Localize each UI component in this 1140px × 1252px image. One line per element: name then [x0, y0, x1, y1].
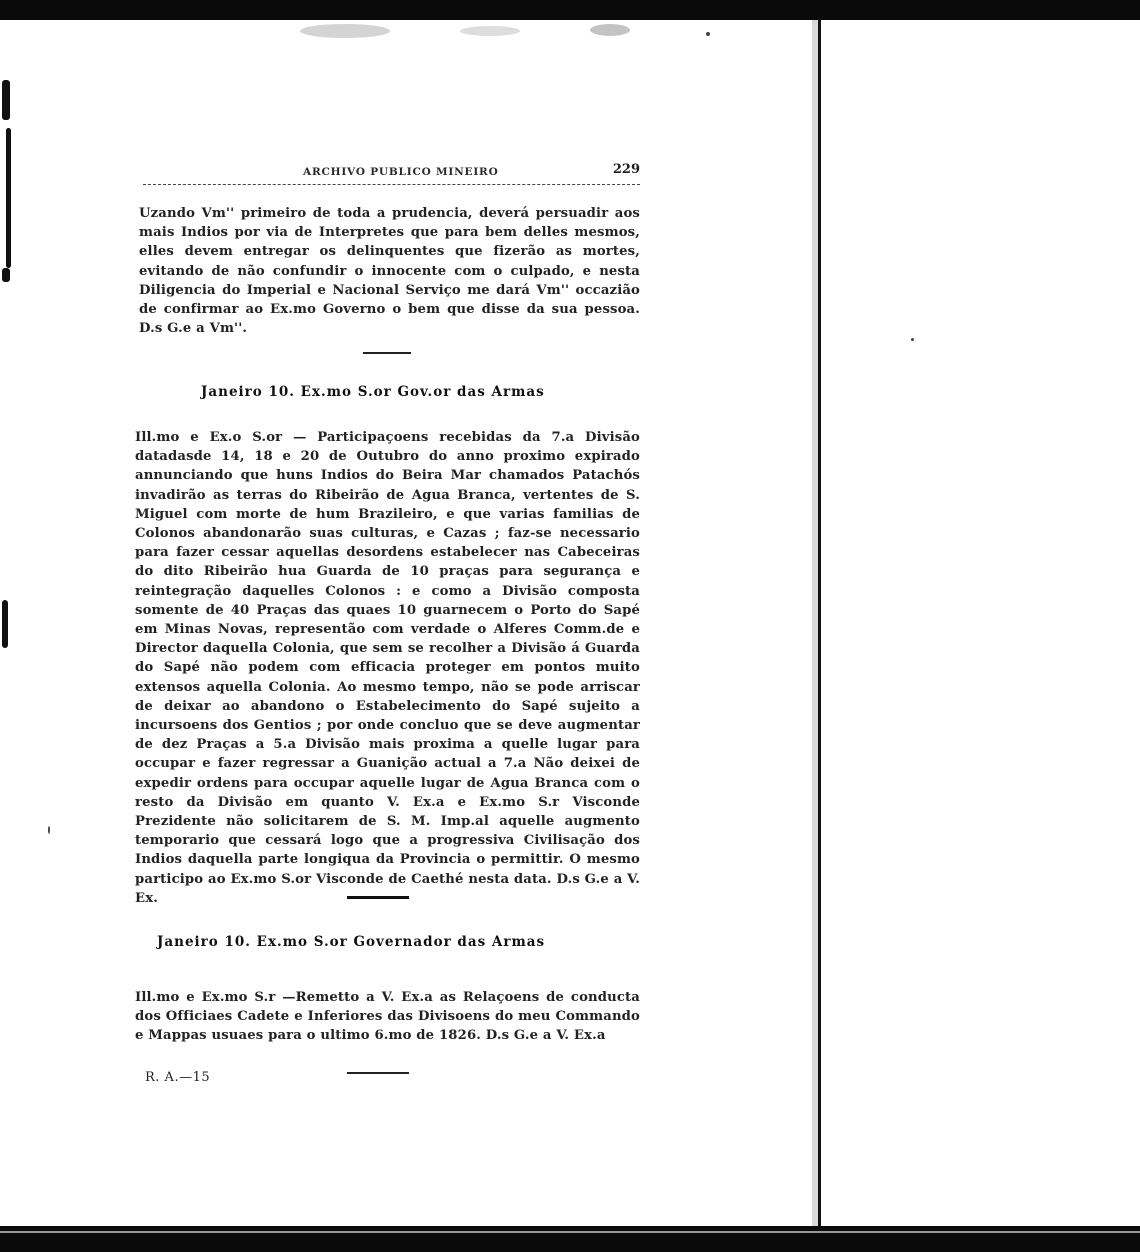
paragraph-remittance: Ill.mo e Ex.mo S.r —Remetto a V. Ex.a as Relaçoens de conducta dos Officiaes Cadete e Inferiores das Divisoens do meu Commando e Mappas usuaes para o ultimo 6.mo de 1826. D.s G.e a V. Ex.a: [135, 990, 640, 1044]
scan-bottom-border: [0, 1226, 1140, 1252]
edge-mark: [2, 80, 10, 120]
scan-top-border: [0, 0, 1140, 20]
scan-smudge: [590, 24, 630, 36]
scan-speck: [911, 338, 914, 341]
section-divider: [347, 1072, 409, 1074]
scan-smudge: [460, 26, 520, 36]
section-heading-1: Janeiro 10. Ex.mo S.or Gov.or das Armas: [201, 384, 545, 400]
scan-speck: [48, 826, 50, 834]
running-title: ARCHIVO PUBLICO MINEIRO: [303, 166, 499, 178]
page-number: 229: [612, 162, 640, 177]
footer-signature-mark: R. A.—15: [145, 1070, 211, 1085]
header-rule: [143, 184, 640, 186]
page-gutter: [818, 20, 821, 1226]
edge-mark: [2, 600, 8, 648]
section-divider: [363, 352, 411, 354]
paragraph-report: Ill.mo e Ex.o S.or — Participaçoens recebidas da 7.a Divisão datadasde 14, 18 e 20 de Outubro do anno proximo expirado annunciando que huns Indios do Beira Mar chamados Patachós invadirão as terras do Ribeirão de Agua Branca, vertentes de S. Miguel com morte de hum Brazileiro, e que varias familias de Colonos abandonarão suas culturas, e Cazas ; faz-se necessario para fazer cessar aquellas desordens estabelecer nas Cabeceiras do dito Ribeirão hua Guarda de 10 praças para segurança e reintegração daquelles Colonos : e como a Divisão composta somente de 40 Praças das quaes 10 guarnecem o Porto do Sapé em Minas Novas, representão com verdade o Alferes Comm.de e Director daquella Colonia, que sem se recolher a Divisão á Guarda do Sapé não podem com efficacia proteger em pontos muito extensos aquella Colonia. Ao mesmo tempo, não se pode arriscar de deixar ao abandono o Estabelecimento do Sapé sujeito a incursoens dos Gentios ; por onde concluo que se deve augmentar de dez Praças a 5.a Divisão mais proxima a quelle lugar para occupar e fazer regressar a Guanição actual a 7.a Não deixei de expedir ordens para occupar aquelle lugar de Agua Branca com o resto da Divisão em quanto V. Ex.a e Ex.mo S.r Visconde Prezidente não solicitarem de S. M. Imp.al aquelle augmento temporario que cessará logo que a progressiva Civilisação dos Indios daquella parte longiqua da Provincia o permittir. O mesmo participo ao Ex.mo S.or Visconde de Caethé nesta data. D.s G.e a V. Ex.: [135, 430, 640, 906]
scan-bottom-stripe: [0, 1231, 1140, 1233]
section-heading-2: Janeiro 10. Ex.mo S.or Governador das Armas: [157, 934, 546, 950]
scan-smudge: [300, 24, 390, 38]
running-header: [135, 162, 640, 182]
scan-left-edge: [0, 20, 14, 1226]
paragraph-letter-closing: Uzando Vm'' primeiro de toda a prudencia, deverá persuadir aos mais Indios por via de Interpretes que para bem delles mesmos, elles devem entregar os delinquentes que fizerão as mortes, evitando de não confundir o innocente com o culpado, e nesta Diligencia do Imperial e Nacional Serviço me dará Vm'' occazião de confirmar ao Ex.mo Governo o bem que disse da sua pessoa. D.s G.e a Vm''.: [139, 206, 640, 337]
edge-mark: [6, 128, 11, 268]
edge-mark: [2, 268, 10, 282]
section-divider: [347, 896, 409, 899]
scan-speck: [706, 32, 710, 36]
